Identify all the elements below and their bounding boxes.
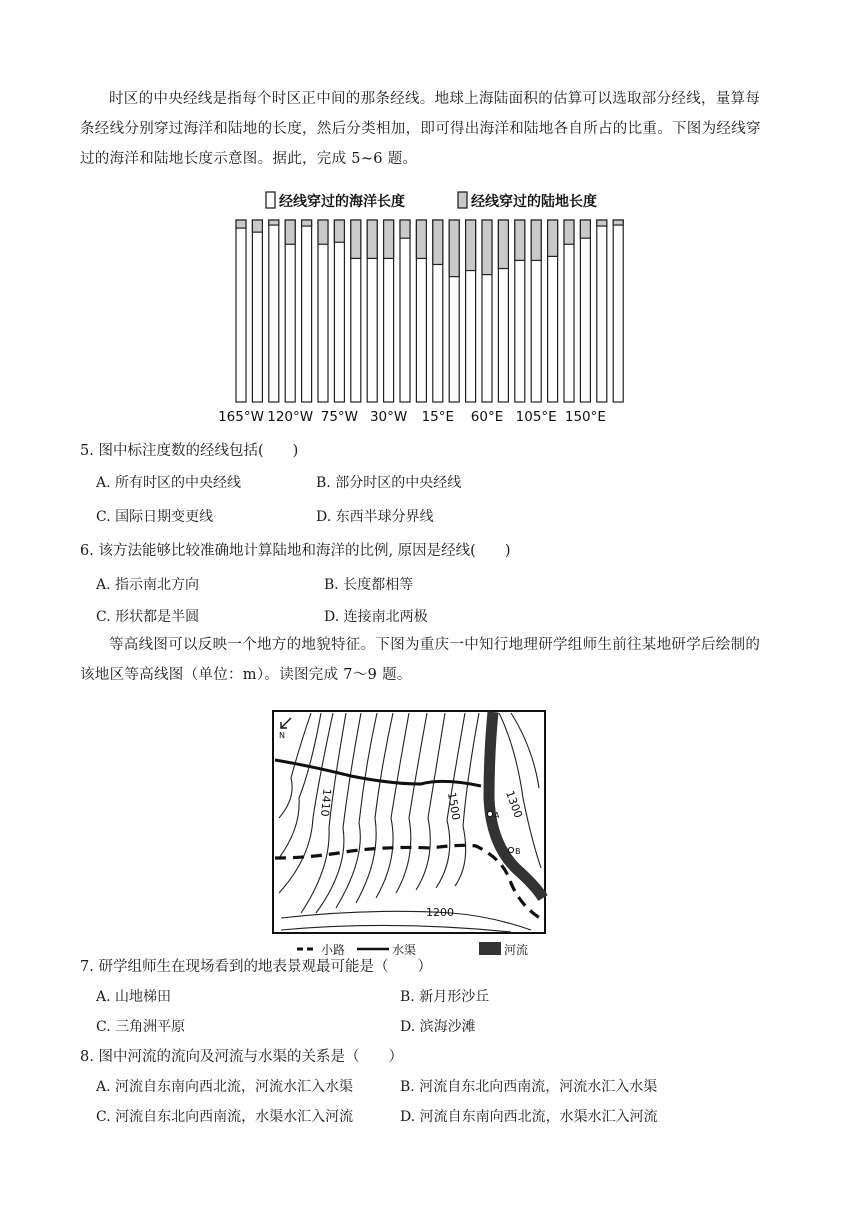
x-tick-label: 165°W [218, 409, 264, 425]
north-label: N [279, 731, 285, 740]
x-tick-label: 75°W [320, 409, 359, 425]
q6-option-c[interactable]: C. 形状都是半圆 [96, 609, 200, 625]
bar-land-7 [351, 220, 361, 258]
bar-land-10 [400, 220, 410, 238]
intro1-line1: 时区的中央经线是指每个时区正中间的那条经线。地球上海陆面积的估算可以选取部分经线，量算每 [109, 91, 761, 107]
bar-land-9 [384, 220, 394, 258]
question-7-stem: 7. 研学组师生在现场看到的地表景观最可能是（ ） [80, 959, 432, 975]
bar-ocean-10 [400, 220, 410, 402]
q8-option-d[interactable]: D. 河流自东南向西北流，水渠水汇入河流 [400, 1109, 658, 1125]
contour-map [271, 708, 551, 960]
bar-land-0 [236, 220, 246, 228]
bar-land-12 [433, 220, 443, 264]
q7-option-d[interactable]: D. 滨海沙滩 [400, 1019, 476, 1035]
q8-option-b[interactable]: B. 河流自东北向西南流，河流水汇入水渠 [400, 1079, 658, 1095]
bar-ocean-3 [285, 220, 295, 402]
legend-land-label: 经线穿过的陆地长度 [471, 194, 597, 210]
q8-option-a[interactable]: A. 河流自东南向西北流，河流水汇入水渠 [96, 1079, 354, 1095]
bar-land-21 [580, 220, 590, 238]
intro2-line2: 该地区等高线图（单位：m）。读图完成 7～9 题。 [80, 667, 412, 683]
bar-land-17 [515, 220, 525, 260]
q5-option-c[interactable]: C. 国际日期变更线 [96, 509, 214, 525]
contour-label-1500: 1500 [444, 791, 463, 822]
legend-land-swatch [458, 192, 467, 208]
question-5-stem: 5. 图中标注度数的经线包括( ) [80, 443, 299, 459]
bar-land-19 [548, 220, 558, 256]
bar-ocean-5 [318, 220, 328, 402]
meridian-bar-chart [0, 186, 860, 426]
bar-land-4 [302, 220, 312, 226]
legend-ocean-swatch [266, 192, 275, 208]
bar-ocean-23 [613, 220, 623, 402]
map-frame [273, 711, 545, 933]
x-tick-label: 30°W [369, 409, 408, 425]
legend-path-label: 小路 [321, 943, 346, 957]
bar-ocean-1 [252, 220, 262, 402]
legend-canal-label: 水渠 [392, 943, 417, 957]
bar-land-1 [252, 220, 262, 232]
bar-land-15 [482, 220, 492, 275]
intro1-line2: 条经线分别穿过海洋和陆地的长度，然后分类相加，即可得出海洋和陆地各自所占的比重。下图为经线穿 [80, 121, 761, 137]
chart-bars [236, 220, 623, 402]
chart-legend [266, 192, 597, 210]
bar-land-11 [416, 220, 426, 258]
q6-option-d[interactable]: D. 连接南北两极 [324, 609, 428, 625]
bar-land-8 [367, 220, 377, 258]
bar-ocean-4 [302, 220, 312, 402]
bar-land-18 [531, 220, 541, 260]
x-tick-label: 60°E [470, 409, 504, 425]
q6-option-a[interactable]: A. 指示南北方向 [96, 577, 200, 593]
x-tick-label: 105°E [515, 409, 557, 425]
point-a-label: A [494, 811, 500, 820]
chart-x-ticks [218, 409, 606, 425]
bar-ocean-21 [580, 220, 590, 402]
contour-label-1410: 1410 [318, 788, 334, 818]
bar-land-2 [269, 220, 279, 225]
q8-option-c[interactable]: C. 河流自东北向西南流，水渠水汇入河流 [96, 1109, 354, 1125]
question-8-stem: 8. 图中河流的流向及河流与水渠的关系是（ ） [80, 1049, 403, 1065]
contour-label-1200: 1200 [426, 906, 454, 919]
map-legend [297, 942, 528, 957]
intro2-line1: 等高线图可以反映一个地方的地貌特征。下图为重庆一中知行地理研学组师生前往某地研学后绘制的 [109, 637, 761, 653]
bar-ocean-2 [269, 220, 279, 402]
contour-label-1300: 1300 [503, 789, 525, 820]
bar-ocean-6 [334, 220, 344, 402]
bar-land-5 [318, 220, 328, 244]
x-tick-label: 120°W [267, 409, 314, 425]
legend-river-label: 河流 [504, 943, 529, 957]
q7-option-c[interactable]: C. 三角洲平原 [96, 1019, 186, 1035]
bar-land-23 [613, 220, 623, 225]
intro1-line3: 过的海洋和陆地长度示意图。据此，完成 5~6 题。 [80, 151, 418, 167]
bar-land-22 [597, 220, 607, 226]
point-b-label: B [515, 847, 521, 856]
bar-ocean-22 [597, 220, 607, 402]
bar-ocean-0 [236, 220, 246, 402]
q7-option-b[interactable]: B. 新月形沙丘 [400, 989, 490, 1005]
x-tick-label: 150°E [564, 409, 606, 425]
q7-option-a[interactable]: A. 山地梯田 [96, 989, 172, 1005]
x-tick-label: 15°E [421, 409, 455, 425]
bar-ocean-20 [564, 220, 574, 402]
bar-land-20 [564, 220, 574, 244]
intro-paragraph-1 [80, 84, 780, 174]
bar-land-6 [334, 220, 344, 242]
bar-land-14 [466, 220, 476, 271]
bar-land-16 [498, 220, 508, 269]
question-6-stem: 6. 该方法能够比较准确地计算陆地和海洋的比例, 原因是经线( ) [80, 543, 511, 559]
q5-option-d[interactable]: D. 东西半球分界线 [316, 509, 434, 525]
legend-river-swatch [479, 942, 501, 955]
legend-ocean-label: 经线穿过的海洋长度 [279, 194, 405, 210]
bar-land-13 [449, 220, 459, 277]
intro-paragraph-2 [80, 630, 780, 690]
q5-option-b[interactable]: B. 部分时区的中央经线 [316, 475, 462, 491]
bar-land-3 [285, 220, 295, 244]
q6-option-b[interactable]: B. 长度都相等 [324, 577, 414, 593]
q5-option-a[interactable]: A. 所有时区的中央经线 [96, 475, 242, 491]
